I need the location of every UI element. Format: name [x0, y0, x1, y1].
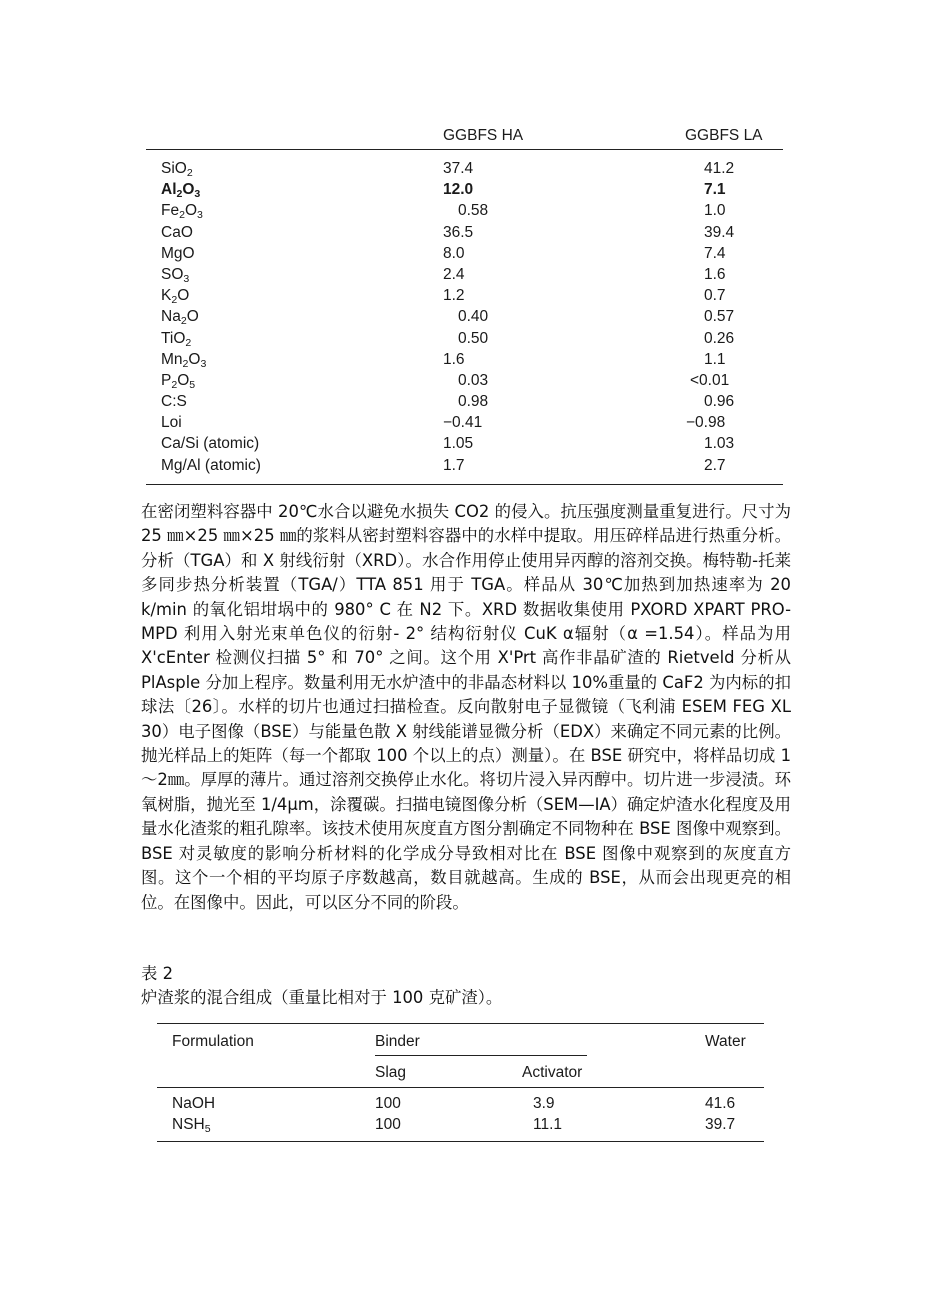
- value-ggbfs-la: 1.1: [704, 350, 726, 368]
- value-slag: 100: [375, 1115, 401, 1133]
- oxide-composition-table: [146, 116, 783, 485]
- table-row: [146, 285, 783, 306]
- value-ggbfs-la: 0.7: [704, 287, 726, 305]
- table2-body: [157, 1088, 764, 1142]
- value-water: 39.7: [705, 1115, 736, 1133]
- value-ggbfs-la: 41.2: [704, 160, 735, 177]
- column-header-binder: Binder: [375, 1033, 420, 1050]
- value-ggbfs-ha: 0.98: [458, 393, 489, 411]
- value-ggbfs-la: 0.26: [704, 329, 735, 347]
- component-label: $K_2O$: [161, 287, 190, 307]
- formulation-label: NaOH: [172, 1095, 216, 1112]
- value-ggbfs-ha: 0.50: [458, 329, 489, 347]
- value-ggbfs-ha: 2.4: [443, 265, 465, 283]
- table-row: [146, 200, 783, 221]
- table-row: [146, 179, 783, 200]
- table-row: [146, 158, 783, 179]
- value-ggbfs-la: 0.57: [704, 308, 735, 326]
- value-ggbfs-ha: 0.40: [458, 308, 489, 326]
- value-ggbfs-ha: 8.0: [443, 244, 465, 262]
- table2-header-row-2: [157, 1056, 764, 1088]
- value-ggbfs-ha: 0.03: [458, 371, 489, 389]
- value-ggbfs-ha: 1.6: [443, 350, 465, 368]
- value-ggbfs-ha: 0.58: [458, 202, 489, 220]
- column-header-ggbfs-ha: GGBFS HA: [443, 127, 524, 144]
- table1-body: [146, 150, 783, 485]
- value-ggbfs-la: 0.96: [704, 393, 735, 411]
- component-label: Mg/Al (atomic): [161, 456, 261, 474]
- value-ggbfs-la: 7.1: [704, 181, 726, 199]
- value-ggbfs-la: 1.6: [704, 265, 726, 283]
- table-row: [146, 433, 783, 454]
- value-ggbfs-ha: 36.5: [443, 223, 474, 241]
- value-ggbfs-la: 1.0: [704, 202, 726, 220]
- value-ggbfs-la: −0.98: [686, 414, 726, 432]
- table-row: [146, 328, 783, 349]
- column-header-formulation: Formulation: [172, 1033, 254, 1050]
- value-ggbfs-ha: 1.05: [443, 435, 474, 453]
- component-label: CaO: [161, 223, 193, 241]
- value-ggbfs-la: 2.7: [704, 456, 726, 474]
- table2-label: 表 2: [141, 964, 174, 983]
- value-activator: 3.9: [533, 1095, 555, 1112]
- value-ggbfs-ha: 37.4: [443, 160, 474, 177]
- value-ggbfs-la: 1.03: [704, 435, 735, 453]
- table-row: [146, 370, 783, 391]
- table-row: [146, 306, 783, 327]
- table1-header: [146, 116, 783, 150]
- value-slag: 100: [375, 1095, 401, 1112]
- value-ggbfs-ha: 1.2: [443, 287, 465, 305]
- table-row: [157, 1094, 764, 1115]
- table-row: [146, 455, 783, 476]
- table-row: [146, 264, 783, 285]
- component-label: Loi: [161, 414, 182, 432]
- table2-caption-text: 炉渣浆的混合组成（重量比相对于 100 克矿渣）。: [141, 988, 503, 1008]
- value-water: 41.6: [705, 1095, 736, 1112]
- component-label: $P_2O_5$: [161, 371, 196, 391]
- formulation-label: $NSH_5$: [172, 1115, 211, 1135]
- component-label: $Al_2O_3$: [161, 181, 201, 201]
- component-label: $Na_2O$: [161, 308, 199, 328]
- value-ggbfs-la: 39.4: [704, 223, 735, 241]
- value-ggbfs-ha: 12.0: [443, 181, 474, 199]
- body-paragraph: 在密闭塑料容器中 20℃水合以避免水损失 CO2 的侵入。抗压强度测量重复进行。尺寸为 25 ㎜×25 ㎜×25 ㎜的浆料从密封塑料容器中的水样中提取。用压碎样品进行热重分析。分析（TGA）和 X 射线衍射（XRD）。水合作用停止使用异丙醇的溶剂交换。梅特勒-托莱多同步热分析装置（TGA/）TTA 851 用于 TGA。样品从 30℃加热到加热速率为 20 k/min 的氧化铝坩埚中的 980° C 在 N2 下。XRD 数据收集使用 PXORD XPART PRO-MPD 利用入射光束单色仪的衍射- 2° 结构衍射仪 CuK α辐射（α =1.54）。样品为用 X'cEnter 检测仪扫描 5° 和 70° 之间。这个用 X'Prt 高作非晶矿渣的 Rietveld 分析从 PlAsple 分加上程序。数量利用无水炉渣中的非晶态材料以 10%重量的 CaF2 为内标的扣球法〔26〕。水样的切片也通过扫描检查。反向散射电子显微镜（飞利浦 ESEM FEG XL 30）电子图像（BSE）与能量色散 X 射线能谱显微分析（EDX）来确定不同元素的比例。抛光样品上的矩阵（每一个都取 100 个以上的点）测量）。在 BSE 研究中，将样品切成 1～2㎜。厚厚的薄片。通过溶剂交换停止水化。将切片浸入异丙醇中。切片进一步浸渍。环氧树脂，抛光至 1/4μm，涂覆碳。扫描电镜图像分析（SEM—IA）确定炉渣水化程度及用量水化渣浆的粗孔隙率。该技术使用灰度直方图分割确定不同物种在 BSE 图像中观察到。BSE 对灵敏度的影响分析材料的化学成分导致相对比在 BSE 图像中观察到的灰度直方图。这个一个相的平均原子序数越高，数目就越高。生成的 BSE，从而会出现更亮的相位。在图像中。因此，可以区分不同的阶段。: [141, 502, 791, 912]
- table-row: [146, 243, 783, 264]
- value-ggbfs-ha: 1.7: [443, 456, 465, 474]
- table-row: [146, 412, 783, 433]
- table-row: [146, 349, 783, 370]
- table-row: [157, 1115, 764, 1136]
- value-ggbfs-ha: −0.41: [443, 414, 483, 432]
- table-row: [146, 391, 783, 412]
- table2-caption: [141, 962, 502, 1011]
- component-label: $SO_3$: [161, 265, 190, 285]
- component-label: MgO: [161, 244, 195, 262]
- mix-composition-table: [157, 1023, 764, 1142]
- component-label: Ca/Si (atomic): [161, 435, 260, 453]
- table-row: [146, 222, 783, 243]
- value-ggbfs-la: <0.01: [690, 371, 730, 389]
- component-label: $Mn_2O_3$: [161, 350, 207, 370]
- component-label: TiO$_2$: [161, 329, 192, 349]
- component-label: C:S: [161, 393, 187, 411]
- component-label: SiO$_2$: [161, 160, 193, 179]
- column-header-activator: Activator: [522, 1064, 583, 1081]
- column-header-slag: Slag: [375, 1064, 407, 1081]
- table2-header-row-1: [157, 1024, 764, 1056]
- column-header-ggbfs-la: GGBFS LA: [685, 127, 763, 144]
- column-header-water: Water: [705, 1033, 746, 1050]
- component-label: $Fe_2O_3$: [161, 202, 203, 222]
- value-ggbfs-la: 7.4: [704, 244, 726, 262]
- value-activator: 11.1: [533, 1115, 563, 1133]
